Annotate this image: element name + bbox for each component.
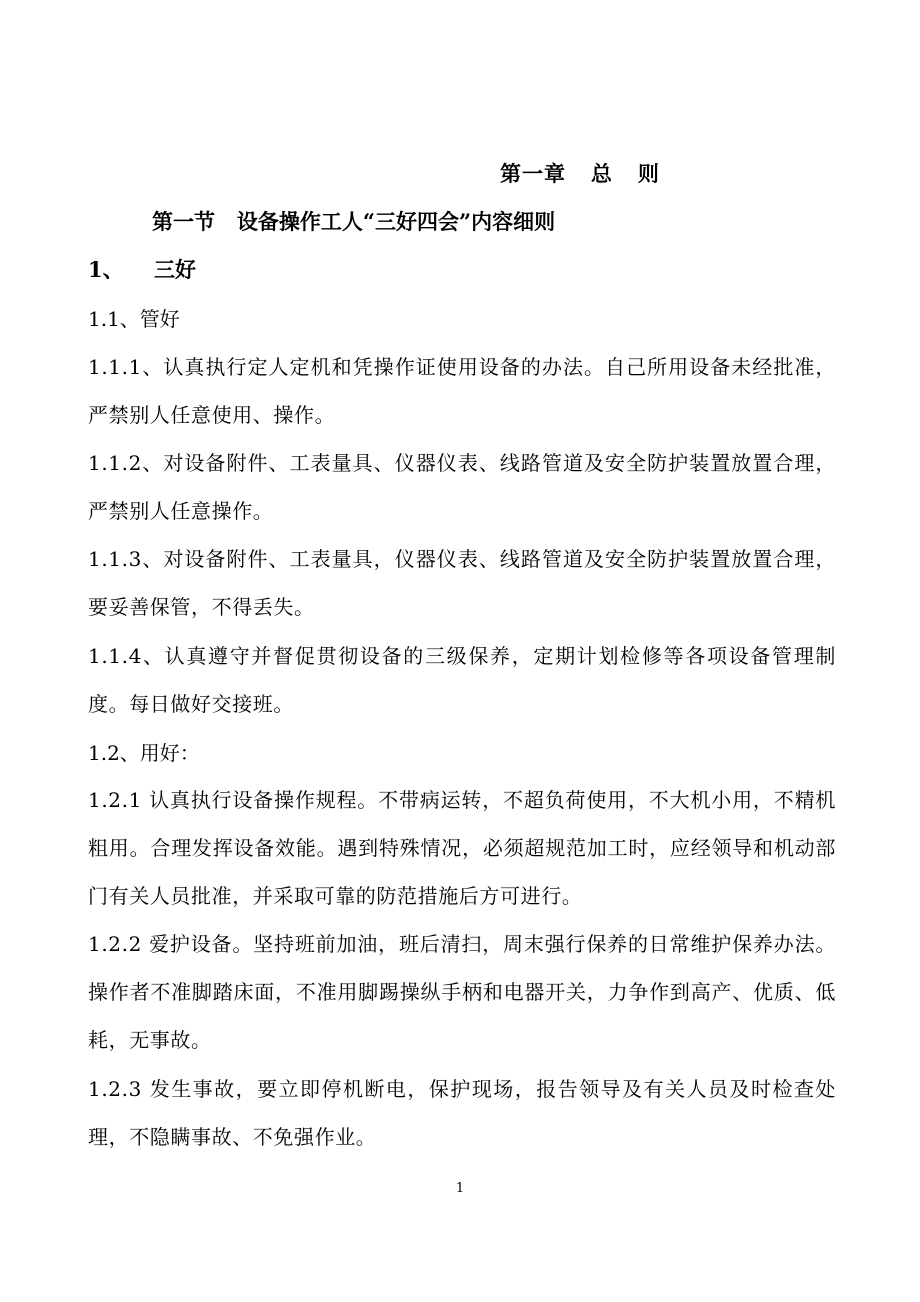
page-number: 1 xyxy=(455,1181,465,1196)
subheading-manage-well: 1.1、管好 xyxy=(88,307,180,331)
paragraph-1-2-3: 1.2.3 发生事故，要立即停机断电，保护现场，报告领导及有关人员及时检查处理，不隐瞒事故、不免强作业。 xyxy=(88,1077,836,1149)
paragraph-1-2-1: 1.2.1 认真执行设备操作规程。不带病运转，不超负荷使用，不大机小用，不精机粗用。合理发挥设备效能。遇到特殊情况，必须超规范加工时，应经领导和机动部门有关人员批准，并采取可靠的防范措施后方可进行。 xyxy=(88,788,836,908)
subheading-use-well: 1.2、用好： xyxy=(88,741,200,765)
heading-number: 1、 xyxy=(88,257,124,282)
heading-label: 三好 xyxy=(154,257,196,282)
paragraph-1-1-1: 1.1.1、认真执行定人定机和凭操作证使用设备的办法。自己所用设备未经批准，严禁别人任意使用、操作。 xyxy=(88,355,836,427)
paragraph-1-1-3: 1.1.3、对设备附件、工表量具，仪器仪表、线路管道及安全防护装置放置合理，要妥善保管，不得丢失。 xyxy=(88,547,836,619)
heading-three-good xyxy=(88,254,196,286)
chapter-title: 第一章 总 则 xyxy=(500,161,660,186)
paragraph-1-1-2: 1.1.2、对设备附件、工表量具、仪器仪表、线路管道及安全防护装置放置合理，严禁别人任意操作。 xyxy=(88,451,836,523)
paragraph-1-1-4: 1.1.4、认真遵守并督促贯彻设备的三级保养，定期计划检修等各项设备管理制度。每日做好交接班。 xyxy=(88,644,836,716)
section-title: 第一节 设备操作工人“三好四会”内容细则 xyxy=(152,209,556,234)
paragraph-1-2-2: 1.2.2 爱护设备。坚持班前加油，班后清扫，周末强行保养的日常维护保养办法。操作者不准脚踏床面，不准用脚踢操纵手柄和电器开关，力争作到高产、优质、低耗，无事故。 xyxy=(88,932,836,1052)
